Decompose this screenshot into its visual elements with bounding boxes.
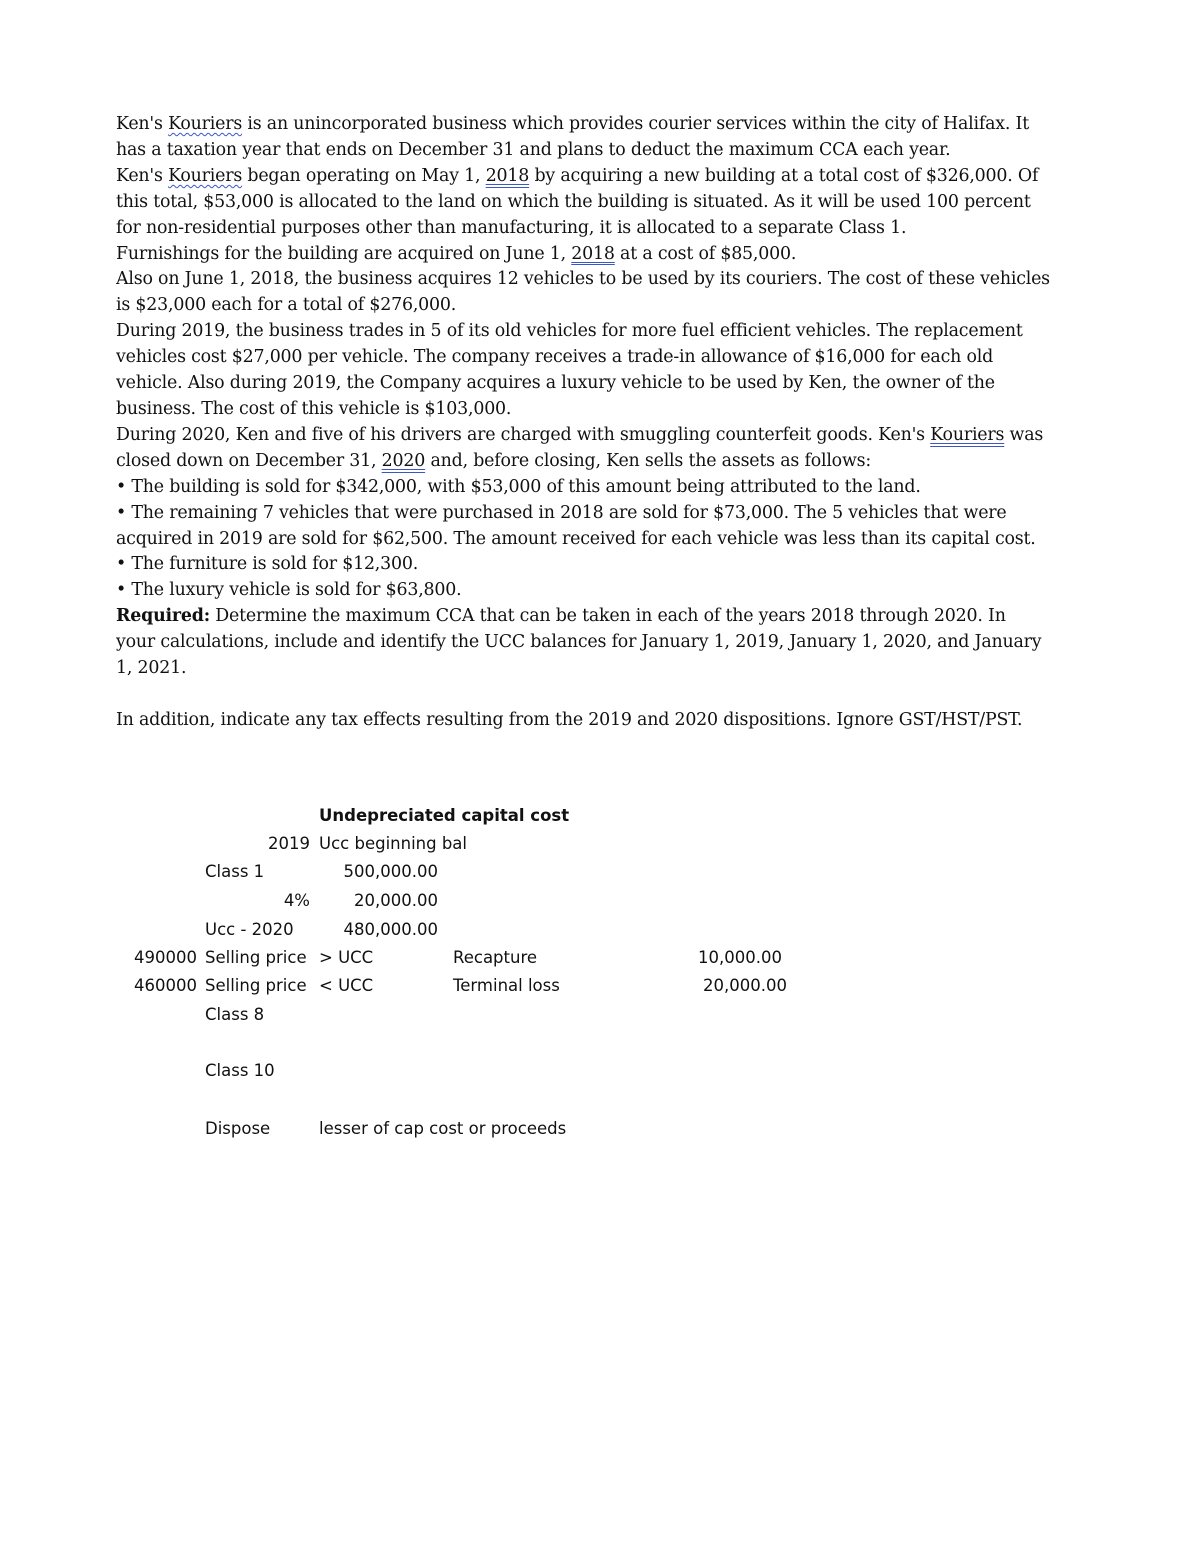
recapture-value: 10,000.00 — [698, 948, 782, 967]
problem-line: has a taxation year that ends on December 31 and plans to deduct the maximum CCA each year. — [116, 139, 951, 160]
company-name: Kouriers — [168, 114, 243, 134]
problem-line: for non-residential purposes other than manufacturing, it is allocated to a separate Class 1. — [116, 217, 907, 238]
recapture-label: Recapture — [453, 948, 538, 967]
problem-line: During 2020, Ken and five of his drivers are charged with smuggling counterfeit goods. Ken's Kouriers was — [116, 424, 1044, 445]
problem-line: Ken's Kouriers is an unincorporated business which provides courier services within the city of Halifax. It — [116, 114, 1030, 134]
worksheet-title: Undepreciated capital cost — [319, 806, 570, 825]
company-name: Kouriers — [168, 165, 243, 186]
ucc-beginning-label: Ucc beginning bal — [319, 834, 467, 853]
problem-line: vehicle. Also during 2019, the Company acquires a luxury vehicle to be used by Ken, the owner of the — [116, 373, 995, 394]
problem-line: Also on June 1, 2018, the business acquires 12 vehicles to be used by its couriers. The cost of these vehicles — [116, 269, 1050, 290]
comparison-label: < UCC — [319, 976, 374, 995]
class1-label: Class 1 — [205, 862, 265, 881]
required-label: Required: — [116, 606, 210, 627]
ucc-2020-value: 480,000.00 — [343, 920, 438, 939]
class1-value: 500,000.00 — [343, 862, 438, 881]
dispose-label: Dispose — [205, 1119, 271, 1138]
problem-line: • The luxury vehicle is sold for $63,800. — [116, 580, 462, 601]
cca-value: 20,000.00 — [354, 891, 438, 910]
terminal-loss-value: 20,000.00 — [703, 976, 787, 995]
problem-line: closed down on December 31, 2020 and, before closing, Ken sells the assets as follows: — [116, 450, 872, 471]
problem-line: is $23,000 each for a total of $276,000. — [116, 295, 457, 316]
company-name: Kouriers — [930, 424, 1005, 445]
selling-price-amount: 490000 — [134, 948, 197, 967]
problem-line: your calculations, include and identify the UCC balances for January 1, 2019, January 1, 2020, and January — [116, 632, 1042, 653]
problem-line: Required: Determine the maximum CCA that can be taken in each of the years 2018 through 2020. In — [116, 606, 1006, 627]
problem-line: business. The cost of this vehicle is $103,000. — [116, 398, 512, 419]
problem-line: vehicles cost $27,000 per vehicle. The company receives a trade-in allowance of $16,000 for each old — [116, 347, 994, 368]
worksheet-year: 2019 — [268, 834, 310, 853]
problem-line: • The remaining 7 vehicles that were purchased in 2018 are sold for $73,000. The 5 vehicles that were — [116, 502, 1007, 523]
problem-line: • The furniture is sold for $12,300. — [116, 554, 419, 575]
dispose-note: lesser of cap cost or proceeds — [319, 1119, 567, 1138]
class10-label: Class 10 — [205, 1061, 275, 1080]
selling-price-amount: 460000 — [134, 976, 197, 995]
problem-line: this total, $53,000 is allocated to the land on which the building is situated. As it will be used 100 percent — [116, 191, 1031, 212]
terminal-loss-label: Terminal loss — [453, 976, 560, 995]
year-highlight: 2018 — [485, 165, 530, 186]
cca-rate: 4% — [283, 891, 310, 910]
problem-line: 1, 2021. — [116, 658, 187, 679]
year-highlight: 2018 — [571, 243, 615, 264]
comparison-label: > UCC — [319, 948, 374, 967]
selling-price-label: Selling price — [205, 948, 307, 967]
problem-line: Ken's Kouriers began operating on May 1, 2018 by acquiring a new building at a total cost of $326,000. Of — [116, 165, 1039, 186]
problem-line: • The building is sold for $342,000, with $53,000 of this amount being attributed to the land. — [116, 476, 921, 497]
class8-label: Class 8 — [205, 1005, 265, 1024]
ucc-2020-label: Ucc - 2020 — [205, 920, 294, 939]
problem-line: Furnishings for the building are acquired on June 1, 2018 at a cost of $85,000. — [116, 243, 797, 264]
problem-line: In addition, indicate any tax effects resulting from the 2019 and 2020 dispositions. Ignore GST/HST/PST. — [116, 709, 1023, 730]
problem-line: acquired in 2019 are sold for $62,500. The amount received for each vehicle was less than its capital cost. — [116, 528, 1036, 549]
year-highlight: 2020 — [381, 450, 426, 471]
selling-price-label: Selling price — [205, 976, 307, 995]
problem-line: During 2019, the business trades in 5 of its old vehicles for more fuel efficient vehicles. The replacement — [116, 321, 1023, 342]
